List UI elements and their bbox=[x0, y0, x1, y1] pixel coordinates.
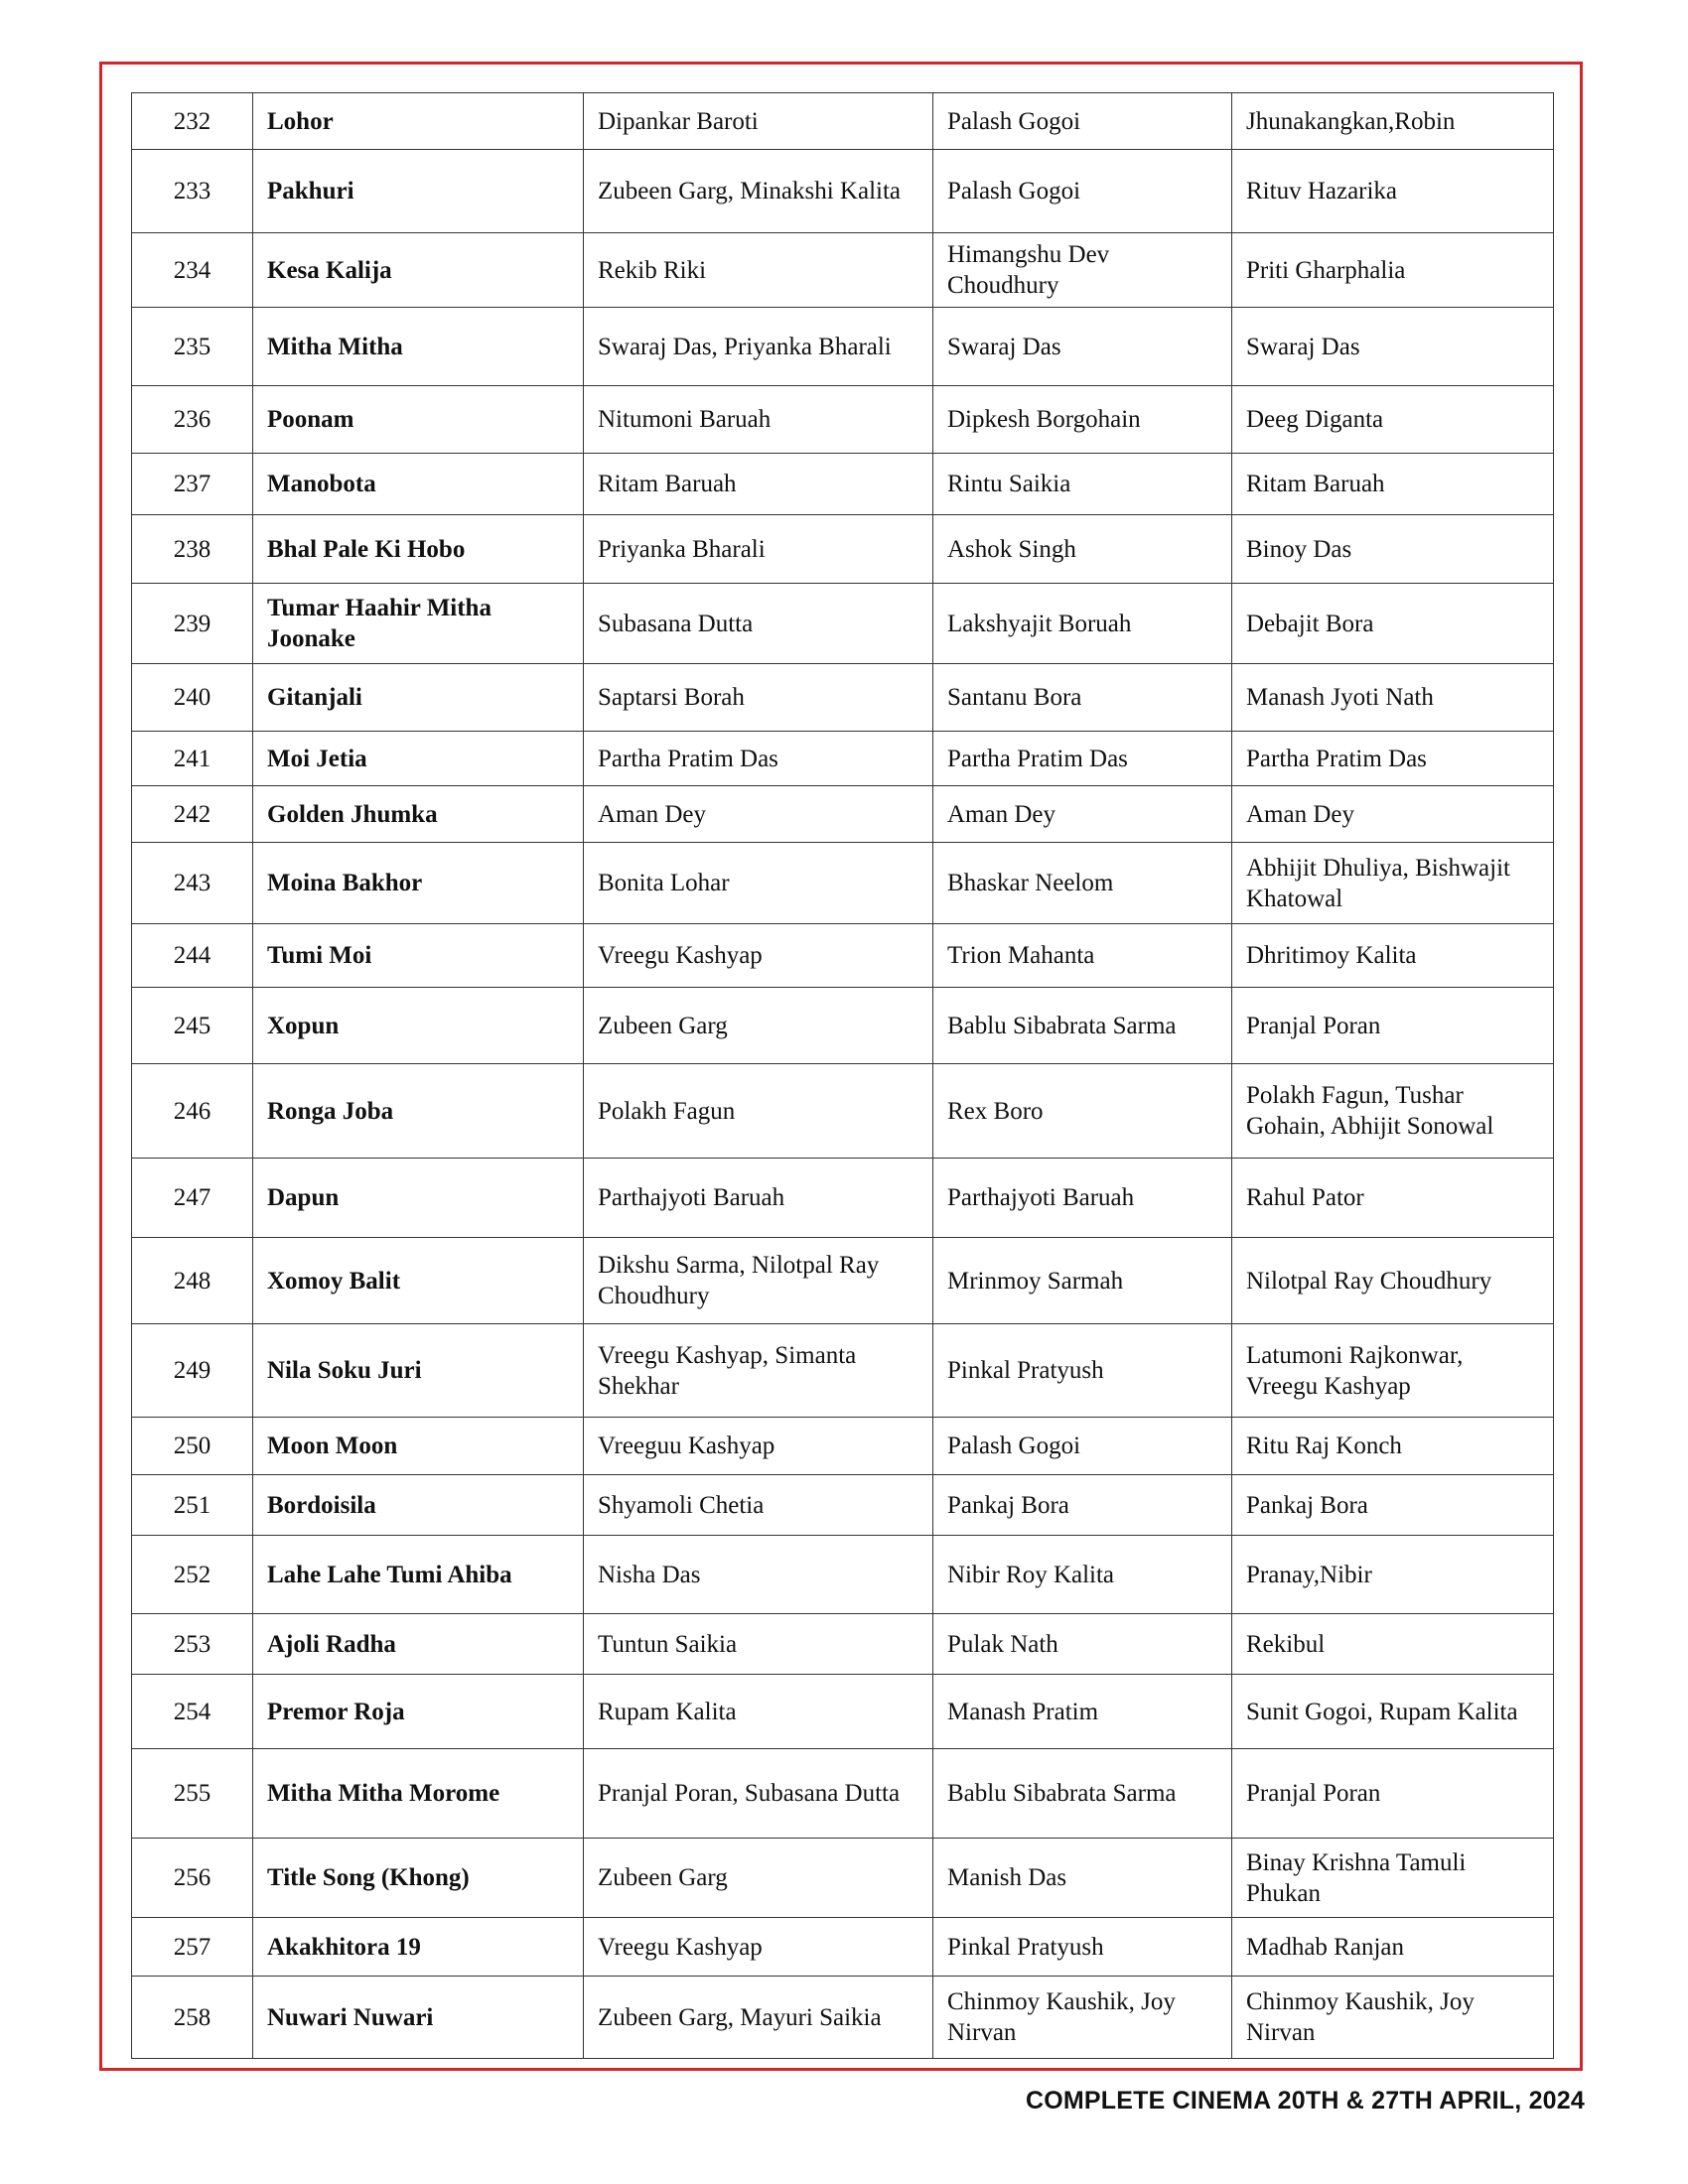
music-director-cell: Chinmoy Kaushik, Joy Nirvan bbox=[933, 1977, 1232, 2059]
singer-cell: Parthajyoti Baruah bbox=[584, 1159, 933, 1238]
table-row bbox=[132, 786, 1554, 843]
serial-number-cell: 258 bbox=[132, 1977, 253, 2059]
music-director-cell: Trion Mahanta bbox=[933, 924, 1232, 988]
lyricist-cell: Pranjal Poran bbox=[1232, 1749, 1554, 1839]
song-title-cell: Xopun bbox=[253, 988, 584, 1064]
music-director-cell: Rex Boro bbox=[933, 1064, 1232, 1159]
singer-cell: Subasana Dutta bbox=[584, 584, 933, 664]
table-row bbox=[132, 150, 1554, 233]
table-row bbox=[132, 308, 1554, 386]
song-title-cell: Dapun bbox=[253, 1159, 584, 1238]
music-director-cell: Lakshyajit Boruah bbox=[933, 584, 1232, 664]
singer-cell: Vreegu Kashyap bbox=[584, 1918, 933, 1977]
music-director-cell: Palash Gogoi bbox=[933, 150, 1232, 233]
music-director-cell: Palash Gogoi bbox=[933, 93, 1232, 150]
singer-cell: Nitumoni Baruah bbox=[584, 386, 933, 454]
song-title-cell: Tumar Haahir Mitha Joonake bbox=[253, 584, 584, 664]
footer-text: COMPLETE CINEMA 20TH & 27TH APRIL, 2024 bbox=[1025, 2087, 1585, 2115]
serial-number-cell: 235 bbox=[132, 308, 253, 386]
serial-number-cell: 247 bbox=[132, 1159, 253, 1238]
song-title-cell: Ajoli Radha bbox=[253, 1614, 584, 1675]
table-row bbox=[132, 1064, 1554, 1159]
lyricist-cell: Latumoni Rajkonwar, Vreegu Kashyap bbox=[1232, 1324, 1554, 1418]
singer-cell: Priyanka Bharali bbox=[584, 515, 933, 584]
serial-number-cell: 233 bbox=[132, 150, 253, 233]
music-director-cell: Bablu Sibabrata Sarma bbox=[933, 1749, 1232, 1839]
song-title-cell: Moi Jetia bbox=[253, 732, 584, 786]
song-title-cell: Gitanjali bbox=[253, 664, 584, 732]
table-row bbox=[132, 1839, 1554, 1918]
serial-number-cell: 236 bbox=[132, 386, 253, 454]
serial-number-cell: 252 bbox=[132, 1536, 253, 1614]
table-row bbox=[132, 1675, 1554, 1749]
song-title-cell: Moina Bakhor bbox=[253, 843, 584, 924]
serial-number-cell: 232 bbox=[132, 93, 253, 150]
song-title-cell: Mitha Mitha Morome bbox=[253, 1749, 584, 1839]
table-row bbox=[132, 515, 1554, 584]
lyricist-cell: Debajit Bora bbox=[1232, 584, 1554, 664]
serial-number-cell: 249 bbox=[132, 1324, 253, 1418]
serial-number-cell: 241 bbox=[132, 732, 253, 786]
singer-cell: Swaraj Das, Priyanka Bharali bbox=[584, 308, 933, 386]
music-director-cell: Bablu Sibabrata Sarma bbox=[933, 988, 1232, 1064]
song-title-cell: Tumi Moi bbox=[253, 924, 584, 988]
song-title-cell: Nuwari Nuwari bbox=[253, 1977, 584, 2059]
serial-number-cell: 243 bbox=[132, 843, 253, 924]
lyricist-cell: Sunit Gogoi, Rupam Kalita bbox=[1232, 1675, 1554, 1749]
song-title-cell: Bhal Pale Ki Hobo bbox=[253, 515, 584, 584]
lyricist-cell: Deeg Diganta bbox=[1232, 386, 1554, 454]
lyricist-cell: Pranay,Nibir bbox=[1232, 1536, 1554, 1614]
table-row bbox=[132, 732, 1554, 786]
table-row bbox=[132, 843, 1554, 924]
table-row bbox=[132, 924, 1554, 988]
lyricist-cell: Swaraj Das bbox=[1232, 308, 1554, 386]
music-director-cell: Bhaskar Neelom bbox=[933, 843, 1232, 924]
lyricist-cell: Pranjal Poran bbox=[1232, 988, 1554, 1064]
music-director-cell: Santanu Bora bbox=[933, 664, 1232, 732]
singer-cell: Bonita Lohar bbox=[584, 843, 933, 924]
serial-number-cell: 242 bbox=[132, 786, 253, 843]
song-title-cell: Poonam bbox=[253, 386, 584, 454]
lyricist-cell: Nilotpal Ray Choudhury bbox=[1232, 1238, 1554, 1324]
serial-number-cell: 237 bbox=[132, 454, 253, 515]
song-title-cell: Golden Jhumka bbox=[253, 786, 584, 843]
singer-cell: Partha Pratim Das bbox=[584, 732, 933, 786]
song-title-cell: Mitha Mitha bbox=[253, 308, 584, 386]
lyricist-cell: Priti Gharphalia bbox=[1232, 233, 1554, 308]
singer-cell: Rekib Riki bbox=[584, 233, 933, 308]
serial-number-cell: 254 bbox=[132, 1675, 253, 1749]
song-title-cell: Akakhitora 19 bbox=[253, 1918, 584, 1977]
music-director-cell: Pulak Nath bbox=[933, 1614, 1232, 1675]
table-row bbox=[132, 988, 1554, 1064]
song-title-cell: Pakhuri bbox=[253, 150, 584, 233]
music-director-cell: Palash Gogoi bbox=[933, 1418, 1232, 1475]
singer-cell: Shyamoli Chetia bbox=[584, 1475, 933, 1536]
singer-cell: Polakh Fagun bbox=[584, 1064, 933, 1159]
table-row bbox=[132, 1536, 1554, 1614]
song-title-cell: Lahe Lahe Tumi Ahiba bbox=[253, 1536, 584, 1614]
song-title-cell: Bordoisila bbox=[253, 1475, 584, 1536]
singer-cell: Zubeen Garg bbox=[584, 1839, 933, 1918]
song-title-cell: Premor Roja bbox=[253, 1675, 584, 1749]
song-title-cell: Moon Moon bbox=[253, 1418, 584, 1475]
lyricist-cell: Rekibul bbox=[1232, 1614, 1554, 1675]
lyricist-cell: Binoy Das bbox=[1232, 515, 1554, 584]
lyricist-cell: Ritu Raj Konch bbox=[1232, 1418, 1554, 1475]
music-director-cell: Dipkesh Borgohain bbox=[933, 386, 1232, 454]
serial-number-cell: 245 bbox=[132, 988, 253, 1064]
table-row bbox=[132, 386, 1554, 454]
singer-cell: Ritam Baruah bbox=[584, 454, 933, 515]
singer-cell: Nisha Das bbox=[584, 1536, 933, 1614]
singer-cell: Zubeen Garg, Minakshi Kalita bbox=[584, 150, 933, 233]
table-row bbox=[132, 1238, 1554, 1324]
serial-number-cell: 234 bbox=[132, 233, 253, 308]
lyricist-cell: Binay Krishna Tamuli Phukan bbox=[1232, 1839, 1554, 1918]
serial-number-cell: 250 bbox=[132, 1418, 253, 1475]
singer-cell: Pranjal Poran, Subasana Dutta bbox=[584, 1749, 933, 1839]
music-director-cell: Rintu Saikia bbox=[933, 454, 1232, 515]
music-director-cell: Parthajyoti Baruah bbox=[933, 1159, 1232, 1238]
serial-number-cell: 244 bbox=[132, 924, 253, 988]
singer-cell: Vreeguu Kashyap bbox=[584, 1418, 933, 1475]
music-director-cell: Pinkal Pratyush bbox=[933, 1324, 1232, 1418]
lyricist-cell: Pankaj Bora bbox=[1232, 1475, 1554, 1536]
lyricist-cell: Chinmoy Kaushik, Joy Nirvan bbox=[1232, 1977, 1554, 2059]
table-row bbox=[132, 584, 1554, 664]
lyricist-cell: Jhunakangkan,Robin bbox=[1232, 93, 1554, 150]
serial-number-cell: 256 bbox=[132, 1839, 253, 1918]
music-director-cell: Ashok Singh bbox=[933, 515, 1232, 584]
song-title-cell: Xomoy Balit bbox=[253, 1238, 584, 1324]
serial-number-cell: 251 bbox=[132, 1475, 253, 1536]
singer-cell: Zubeen Garg, Mayuri Saikia bbox=[584, 1977, 933, 2059]
song-title-cell: Ronga Joba bbox=[253, 1064, 584, 1159]
lyricist-cell: Manash Jyoti Nath bbox=[1232, 664, 1554, 732]
table-row bbox=[132, 1614, 1554, 1675]
lyricist-cell: Ritam Baruah bbox=[1232, 454, 1554, 515]
music-director-cell: Swaraj Das bbox=[933, 308, 1232, 386]
table-row bbox=[132, 1977, 1554, 2059]
song-title-cell: Lohor bbox=[253, 93, 584, 150]
song-title-cell: Title Song (Khong) bbox=[253, 1839, 584, 1918]
serial-number-cell: 257 bbox=[132, 1918, 253, 1977]
table-row bbox=[132, 664, 1554, 732]
lyricist-cell: Dhritimoy Kalita bbox=[1232, 924, 1554, 988]
table-row bbox=[132, 1749, 1554, 1839]
serial-number-cell: 253 bbox=[132, 1614, 253, 1675]
lyricist-cell: Aman Dey bbox=[1232, 786, 1554, 843]
lyricist-cell: Madhab Ranjan bbox=[1232, 1918, 1554, 1977]
table-row bbox=[132, 454, 1554, 515]
serial-number-cell: 246 bbox=[132, 1064, 253, 1159]
singer-cell: Saptarsi Borah bbox=[584, 664, 933, 732]
music-director-cell: Partha Pratim Das bbox=[933, 732, 1232, 786]
singer-cell: Dipankar Baroti bbox=[584, 93, 933, 150]
singer-cell: Vreegu Kashyap, Simanta Shekhar bbox=[584, 1324, 933, 1418]
music-director-cell: Nibir Roy Kalita bbox=[933, 1536, 1232, 1614]
table-row bbox=[132, 1418, 1554, 1475]
music-director-cell: Manish Das bbox=[933, 1839, 1232, 1918]
serial-number-cell: 255 bbox=[132, 1749, 253, 1839]
music-director-cell: Pinkal Pratyush bbox=[933, 1918, 1232, 1977]
serial-number-cell: 239 bbox=[132, 584, 253, 664]
singer-cell: Vreegu Kashyap bbox=[584, 924, 933, 988]
lyricist-cell: Rahul Pator bbox=[1232, 1159, 1554, 1238]
table-row bbox=[132, 233, 1554, 308]
songs-table bbox=[131, 92, 1554, 2059]
song-title-cell: Kesa Kalija bbox=[253, 233, 584, 308]
table-row bbox=[132, 1475, 1554, 1536]
song-title-cell: Nila Soku Juri bbox=[253, 1324, 584, 1418]
music-director-cell: Mrinmoy Sarmah bbox=[933, 1238, 1232, 1324]
serial-number-cell: 238 bbox=[132, 515, 253, 584]
singer-cell: Dikshu Sarma, Nilotpal Ray Choudhury bbox=[584, 1238, 933, 1324]
singer-cell: Aman Dey bbox=[584, 786, 933, 843]
serial-number-cell: 240 bbox=[132, 664, 253, 732]
lyricist-cell: Abhijit Dhuliya, Bishwajit Khatowal bbox=[1232, 843, 1554, 924]
singer-cell: Rupam Kalita bbox=[584, 1675, 933, 1749]
music-director-cell: Aman Dey bbox=[933, 786, 1232, 843]
song-title-cell: Manobota bbox=[253, 454, 584, 515]
lyricist-cell: Rituv Hazarika bbox=[1232, 150, 1554, 233]
singer-cell: Zubeen Garg bbox=[584, 988, 933, 1064]
serial-number-cell: 248 bbox=[132, 1238, 253, 1324]
singer-cell: Tuntun Saikia bbox=[584, 1614, 933, 1675]
table-row bbox=[132, 1159, 1554, 1238]
table-row bbox=[132, 1918, 1554, 1977]
table-row bbox=[132, 93, 1554, 150]
music-director-cell: Pankaj Bora bbox=[933, 1475, 1232, 1536]
lyricist-cell: Partha Pratim Das bbox=[1232, 732, 1554, 786]
music-director-cell: Manash Pratim bbox=[933, 1675, 1232, 1749]
songs-table-body bbox=[132, 93, 1554, 2059]
lyricist-cell: Polakh Fagun, Tushar Gohain, Abhijit Sonowal bbox=[1232, 1064, 1554, 1159]
music-director-cell: Himangshu Dev Choudhury bbox=[933, 233, 1232, 308]
table-row bbox=[132, 1324, 1554, 1418]
